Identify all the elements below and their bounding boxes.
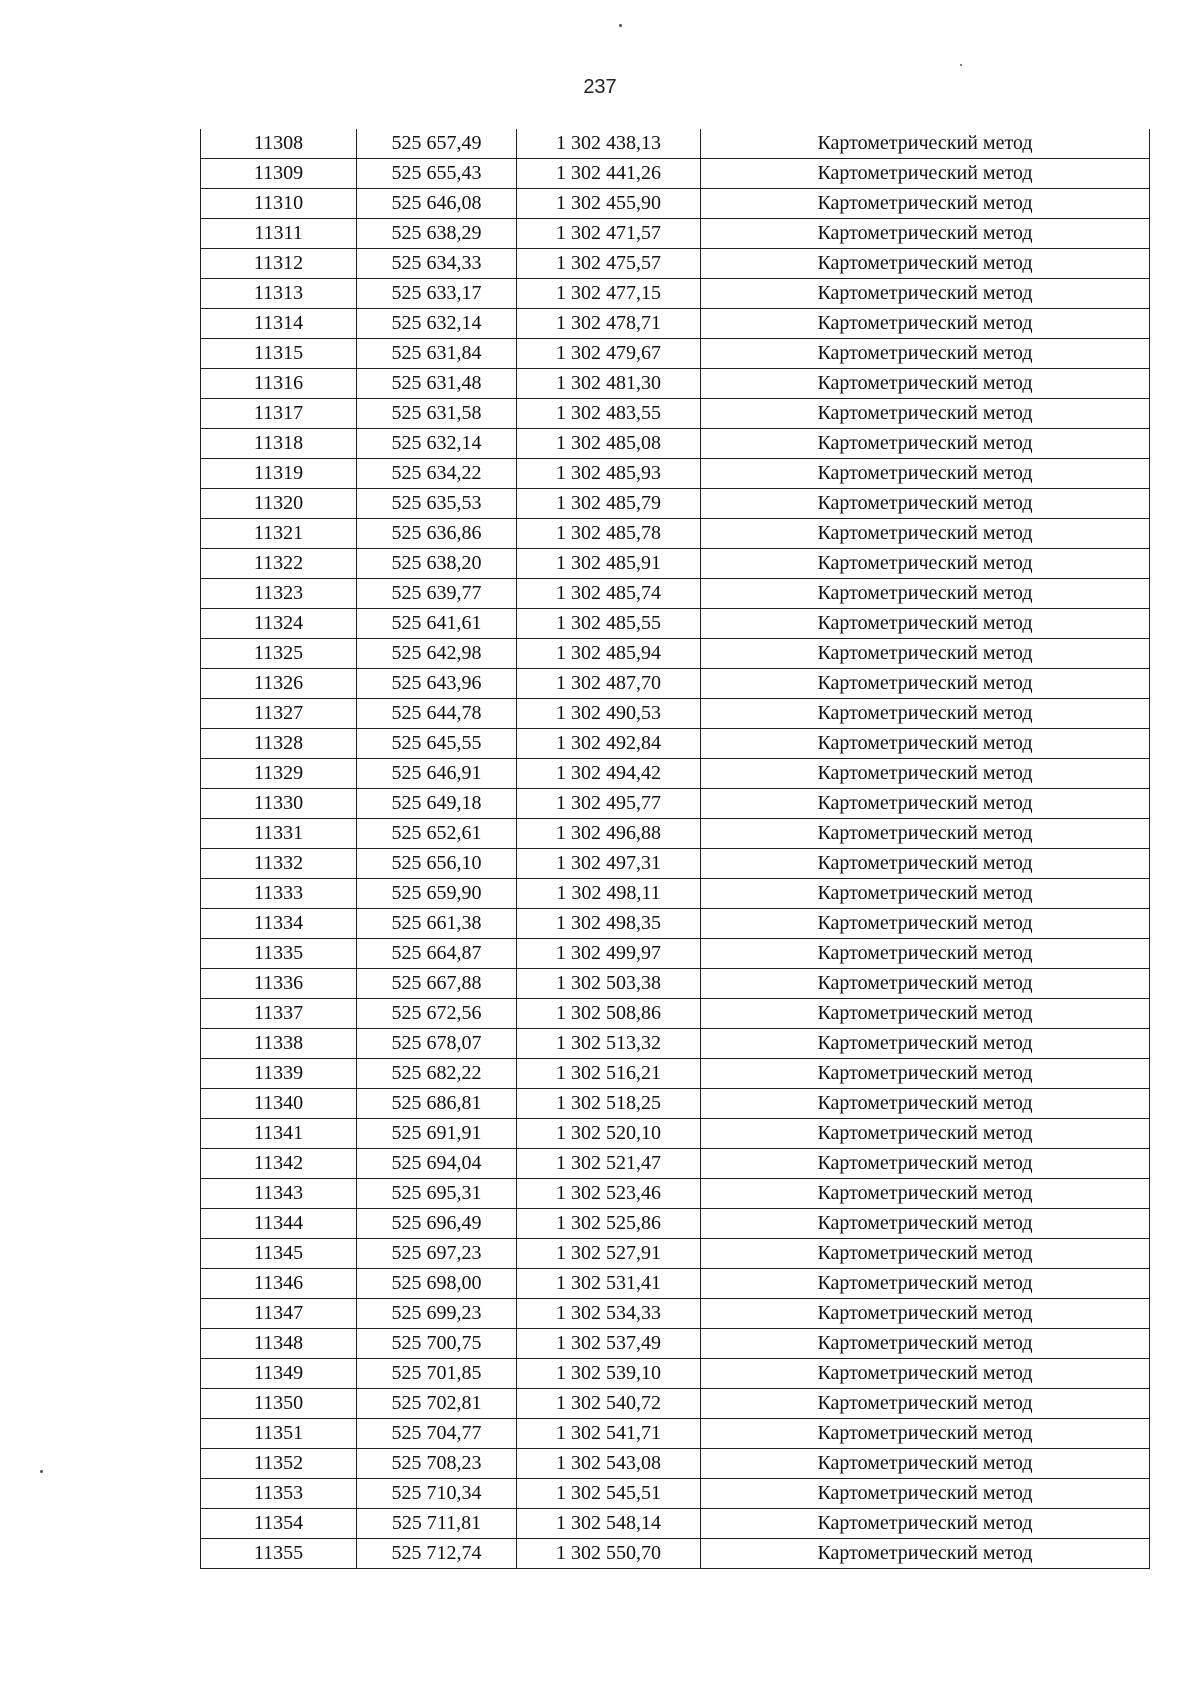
table-row [201, 219, 1150, 249]
y-coordinate-cell: 1 302 483,55 [517, 399, 701, 429]
method-cell: Картометрический метод [701, 459, 1150, 489]
x-coordinate-cell: 525 697,23 [357, 1239, 517, 1269]
method-cell: Картометрический метод [701, 429, 1150, 459]
point-id-cell: 11350 [201, 1389, 357, 1419]
x-coordinate-cell: 525 696,49 [357, 1209, 517, 1239]
y-coordinate-cell: 1 302 441,26 [517, 159, 701, 189]
point-id-cell: 11310 [201, 189, 357, 219]
x-coordinate-cell: 525 695,31 [357, 1179, 517, 1209]
point-id-cell: 11328 [201, 729, 357, 759]
table-row [201, 819, 1150, 849]
method-cell: Картометрический метод [701, 1329, 1150, 1359]
table-row [201, 939, 1150, 969]
y-coordinate-cell: 1 302 531,41 [517, 1269, 701, 1299]
table-row [201, 399, 1150, 429]
point-id-cell: 11348 [201, 1329, 357, 1359]
method-cell: Картометрический метод [701, 699, 1150, 729]
x-coordinate-cell: 525 631,58 [357, 399, 517, 429]
method-cell: Картометрический метод [701, 879, 1150, 909]
point-id-cell: 11353 [201, 1479, 357, 1509]
point-id-cell: 11313 [201, 279, 357, 309]
point-id-cell: 11308 [201, 129, 357, 159]
x-coordinate-cell: 525 636,86 [357, 519, 517, 549]
y-coordinate-cell: 1 302 485,74 [517, 579, 701, 609]
y-coordinate-cell: 1 302 485,78 [517, 519, 701, 549]
y-coordinate-cell: 1 302 492,84 [517, 729, 701, 759]
point-id-cell: 11341 [201, 1119, 357, 1149]
method-cell: Картометрический метод [701, 609, 1150, 639]
method-cell: Картометрический метод [701, 519, 1150, 549]
method-cell: Картометрический метод [701, 1209, 1150, 1239]
point-id-cell: 11354 [201, 1509, 357, 1539]
point-id-cell: 11319 [201, 459, 357, 489]
x-coordinate-cell: 525 646,91 [357, 759, 517, 789]
table-row [201, 1089, 1150, 1119]
x-coordinate-cell: 525 701,85 [357, 1359, 517, 1389]
table-row [201, 1239, 1150, 1269]
table-row [201, 1059, 1150, 1089]
table-row [201, 309, 1150, 339]
method-cell: Картометрический метод [701, 219, 1150, 249]
x-coordinate-cell: 525 712,74 [357, 1539, 517, 1569]
x-coordinate-cell: 525 698,00 [357, 1269, 517, 1299]
method-cell: Картометрический метод [701, 489, 1150, 519]
method-cell: Картометрический метод [701, 1179, 1150, 1209]
x-coordinate-cell: 525 659,90 [357, 879, 517, 909]
y-coordinate-cell: 1 302 499,97 [517, 939, 701, 969]
table-row [201, 999, 1150, 1029]
y-coordinate-cell: 1 302 550,70 [517, 1539, 701, 1569]
method-cell: Картометрический метод [701, 1419, 1150, 1449]
table-row [201, 609, 1150, 639]
point-id-cell: 11337 [201, 999, 357, 1029]
point-id-cell: 11351 [201, 1419, 357, 1449]
y-coordinate-cell: 1 302 503,38 [517, 969, 701, 999]
point-id-cell: 11334 [201, 909, 357, 939]
method-cell: Картометрический метод [701, 1269, 1150, 1299]
table-row [201, 1119, 1150, 1149]
x-coordinate-cell: 525 655,43 [357, 159, 517, 189]
x-coordinate-cell: 525 661,38 [357, 909, 517, 939]
table-row [201, 159, 1150, 189]
method-cell: Картометрический метод [701, 549, 1150, 579]
y-coordinate-cell: 1 302 516,21 [517, 1059, 701, 1089]
point-id-cell: 11345 [201, 1239, 357, 1269]
coordinates-table [200, 129, 1150, 1569]
table-row [201, 1149, 1150, 1179]
y-coordinate-cell: 1 302 438,13 [517, 129, 701, 159]
point-id-cell: 11330 [201, 789, 357, 819]
y-coordinate-cell: 1 302 540,72 [517, 1389, 701, 1419]
table-row [201, 1539, 1150, 1569]
table-row [201, 849, 1150, 879]
y-coordinate-cell: 1 302 485,55 [517, 609, 701, 639]
x-coordinate-cell: 525 632,14 [357, 429, 517, 459]
y-coordinate-cell: 1 302 495,77 [517, 789, 701, 819]
x-coordinate-cell: 525 642,98 [357, 639, 517, 669]
table-row [201, 759, 1150, 789]
x-coordinate-cell: 525 708,23 [357, 1449, 517, 1479]
x-coordinate-cell: 525 702,81 [357, 1389, 517, 1419]
table-row [201, 1509, 1150, 1539]
point-id-cell: 11331 [201, 819, 357, 849]
table-row [201, 909, 1150, 939]
y-coordinate-cell: 1 302 545,51 [517, 1479, 701, 1509]
point-id-cell: 11321 [201, 519, 357, 549]
method-cell: Картометрический метод [701, 1479, 1150, 1509]
x-coordinate-cell: 525 643,96 [357, 669, 517, 699]
point-id-cell: 11347 [201, 1299, 357, 1329]
x-coordinate-cell: 525 632,14 [357, 309, 517, 339]
y-coordinate-cell: 1 302 508,86 [517, 999, 701, 1029]
y-coordinate-cell: 1 302 498,35 [517, 909, 701, 939]
point-id-cell: 11327 [201, 699, 357, 729]
table-row [201, 1269, 1150, 1299]
table-row [201, 429, 1150, 459]
y-coordinate-cell: 1 302 478,71 [517, 309, 701, 339]
y-coordinate-cell: 1 302 485,94 [517, 639, 701, 669]
y-coordinate-cell: 1 302 490,53 [517, 699, 701, 729]
method-cell: Картометрический метод [701, 999, 1150, 1029]
y-coordinate-cell: 1 302 521,47 [517, 1149, 701, 1179]
x-coordinate-cell: 525 641,61 [357, 609, 517, 639]
x-coordinate-cell: 525 634,22 [357, 459, 517, 489]
table-row [201, 1419, 1150, 1449]
method-cell: Картометрический метод [701, 1029, 1150, 1059]
y-coordinate-cell: 1 302 497,31 [517, 849, 701, 879]
y-coordinate-cell: 1 302 548,14 [517, 1509, 701, 1539]
x-coordinate-cell: 525 652,61 [357, 819, 517, 849]
method-cell: Картометрический метод [701, 819, 1150, 849]
x-coordinate-cell: 525 678,07 [357, 1029, 517, 1059]
point-id-cell: 11332 [201, 849, 357, 879]
point-id-cell: 11344 [201, 1209, 357, 1239]
method-cell: Картометрический метод [701, 1539, 1150, 1569]
table-row [201, 1449, 1150, 1479]
table-row [201, 699, 1150, 729]
method-cell: Картометрический метод [701, 969, 1150, 999]
y-coordinate-cell: 1 302 485,79 [517, 489, 701, 519]
method-cell: Картометрический метод [701, 669, 1150, 699]
point-id-cell: 11338 [201, 1029, 357, 1059]
method-cell: Картометрический метод [701, 1059, 1150, 1089]
y-coordinate-cell: 1 302 525,86 [517, 1209, 701, 1239]
method-cell: Картометрический метод [701, 309, 1150, 339]
x-coordinate-cell: 525 667,88 [357, 969, 517, 999]
point-id-cell: 11314 [201, 309, 357, 339]
x-coordinate-cell: 525 634,33 [357, 249, 517, 279]
table-row [201, 639, 1150, 669]
x-coordinate-cell: 525 664,87 [357, 939, 517, 969]
point-id-cell: 11315 [201, 339, 357, 369]
table-row [201, 1209, 1150, 1239]
x-coordinate-cell: 525 644,78 [357, 699, 517, 729]
point-id-cell: 11349 [201, 1359, 357, 1389]
x-coordinate-cell: 525 639,77 [357, 579, 517, 609]
x-coordinate-cell: 525 633,17 [357, 279, 517, 309]
point-id-cell: 11355 [201, 1539, 357, 1569]
point-id-cell: 11320 [201, 489, 357, 519]
page-number: 237 [583, 76, 617, 98]
method-cell: Картометрический метод [701, 279, 1150, 309]
table-row [201, 669, 1150, 699]
method-cell: Картометрический метод [701, 339, 1150, 369]
x-coordinate-cell: 525 672,56 [357, 999, 517, 1029]
point-id-cell: 11312 [201, 249, 357, 279]
method-cell: Картометрический метод [701, 759, 1150, 789]
point-id-cell: 11340 [201, 1089, 357, 1119]
method-cell: Картометрический метод [701, 1299, 1150, 1329]
table-row [201, 1389, 1150, 1419]
table-row [201, 1299, 1150, 1329]
x-coordinate-cell: 525 649,18 [357, 789, 517, 819]
table-row [201, 789, 1150, 819]
table-row [201, 1479, 1150, 1509]
x-coordinate-cell: 525 711,81 [357, 1509, 517, 1539]
x-coordinate-cell: 525 686,81 [357, 1089, 517, 1119]
method-cell: Картометрический метод [701, 129, 1150, 159]
x-coordinate-cell: 525 646,08 [357, 189, 517, 219]
y-coordinate-cell: 1 302 541,71 [517, 1419, 701, 1449]
table-row [201, 579, 1150, 609]
method-cell: Картометрический метод [701, 399, 1150, 429]
y-coordinate-cell: 1 302 485,08 [517, 429, 701, 459]
point-id-cell: 11316 [201, 369, 357, 399]
table-row [201, 1029, 1150, 1059]
table-row [201, 279, 1150, 309]
table-row [201, 369, 1150, 399]
scan-speck [619, 24, 622, 27]
point-id-cell: 11342 [201, 1149, 357, 1179]
scan-speck [40, 1470, 43, 1473]
y-coordinate-cell: 1 302 539,10 [517, 1359, 701, 1389]
y-coordinate-cell: 1 302 481,30 [517, 369, 701, 399]
y-coordinate-cell: 1 302 543,08 [517, 1449, 701, 1479]
x-coordinate-cell: 525 656,10 [357, 849, 517, 879]
table-row [201, 339, 1150, 369]
table-row [201, 969, 1150, 999]
method-cell: Картометрический метод [701, 1509, 1150, 1539]
point-id-cell: 11309 [201, 159, 357, 189]
table-row [201, 189, 1150, 219]
method-cell: Картометрический метод [701, 369, 1150, 399]
x-coordinate-cell: 525 631,48 [357, 369, 517, 399]
table-row [201, 549, 1150, 579]
x-coordinate-cell: 525 691,91 [357, 1119, 517, 1149]
method-cell: Картометрический метод [701, 189, 1150, 219]
point-id-cell: 11317 [201, 399, 357, 429]
method-cell: Картометрический метод [701, 789, 1150, 819]
y-coordinate-cell: 1 302 455,90 [517, 189, 701, 219]
method-cell: Картометрический метод [701, 729, 1150, 759]
y-coordinate-cell: 1 302 477,15 [517, 279, 701, 309]
point-id-cell: 11346 [201, 1269, 357, 1299]
method-cell: Картометрический метод [701, 939, 1150, 969]
method-cell: Картометрический метод [701, 1449, 1150, 1479]
method-cell: Картометрический метод [701, 1239, 1150, 1269]
y-coordinate-cell: 1 302 485,91 [517, 549, 701, 579]
point-id-cell: 11325 [201, 639, 357, 669]
x-coordinate-cell: 525 710,34 [357, 1479, 517, 1509]
method-cell: Картометрический метод [701, 1089, 1150, 1119]
scan-speck [960, 64, 962, 66]
method-cell: Картометрический метод [701, 1359, 1150, 1389]
table-row [201, 519, 1150, 549]
x-coordinate-cell: 525 635,53 [357, 489, 517, 519]
table-row [201, 879, 1150, 909]
y-coordinate-cell: 1 302 475,57 [517, 249, 701, 279]
point-id-cell: 11323 [201, 579, 357, 609]
table-row [201, 1329, 1150, 1359]
y-coordinate-cell: 1 302 520,10 [517, 1119, 701, 1149]
x-coordinate-cell: 525 631,84 [357, 339, 517, 369]
y-coordinate-cell: 1 302 513,32 [517, 1029, 701, 1059]
table-row [201, 489, 1150, 519]
y-coordinate-cell: 1 302 471,57 [517, 219, 701, 249]
y-coordinate-cell: 1 302 479,67 [517, 339, 701, 369]
y-coordinate-cell: 1 302 518,25 [517, 1089, 701, 1119]
method-cell: Картометрический метод [701, 579, 1150, 609]
point-id-cell: 11324 [201, 609, 357, 639]
y-coordinate-cell: 1 302 498,11 [517, 879, 701, 909]
point-id-cell: 11311 [201, 219, 357, 249]
x-coordinate-cell: 525 704,77 [357, 1419, 517, 1449]
point-id-cell: 11339 [201, 1059, 357, 1089]
point-id-cell: 11336 [201, 969, 357, 999]
x-coordinate-cell: 525 657,49 [357, 129, 517, 159]
point-id-cell: 11352 [201, 1449, 357, 1479]
y-coordinate-cell: 1 302 485,93 [517, 459, 701, 489]
y-coordinate-cell: 1 302 527,91 [517, 1239, 701, 1269]
y-coordinate-cell: 1 302 494,42 [517, 759, 701, 789]
x-coordinate-cell: 525 645,55 [357, 729, 517, 759]
point-id-cell: 11326 [201, 669, 357, 699]
method-cell: Картометрический метод [701, 1119, 1150, 1149]
method-cell: Картометрический метод [701, 249, 1150, 279]
method-cell: Картометрический метод [701, 909, 1150, 939]
x-coordinate-cell: 525 699,23 [357, 1299, 517, 1329]
method-cell: Картометрический метод [701, 1389, 1150, 1419]
coordinates-table-body [201, 129, 1150, 1569]
table-row [201, 1179, 1150, 1209]
method-cell: Картометрический метод [701, 639, 1150, 669]
method-cell: Картометрический метод [701, 1149, 1150, 1179]
table-row [201, 1359, 1150, 1389]
y-coordinate-cell: 1 302 537,49 [517, 1329, 701, 1359]
x-coordinate-cell: 525 638,20 [357, 549, 517, 579]
x-coordinate-cell: 525 694,04 [357, 1149, 517, 1179]
y-coordinate-cell: 1 302 487,70 [517, 669, 701, 699]
x-coordinate-cell: 525 638,29 [357, 219, 517, 249]
point-id-cell: 11329 [201, 759, 357, 789]
x-coordinate-cell: 525 682,22 [357, 1059, 517, 1089]
table-row [201, 459, 1150, 489]
point-id-cell: 11333 [201, 879, 357, 909]
table-row [201, 249, 1150, 279]
y-coordinate-cell: 1 302 534,33 [517, 1299, 701, 1329]
method-cell: Картометрический метод [701, 159, 1150, 189]
x-coordinate-cell: 525 700,75 [357, 1329, 517, 1359]
table-row [201, 729, 1150, 759]
y-coordinate-cell: 1 302 496,88 [517, 819, 701, 849]
point-id-cell: 11335 [201, 939, 357, 969]
y-coordinate-cell: 1 302 523,46 [517, 1179, 701, 1209]
table-row [201, 129, 1150, 159]
point-id-cell: 11318 [201, 429, 357, 459]
method-cell: Картометрический метод [701, 849, 1150, 879]
point-id-cell: 11343 [201, 1179, 357, 1209]
point-id-cell: 11322 [201, 549, 357, 579]
